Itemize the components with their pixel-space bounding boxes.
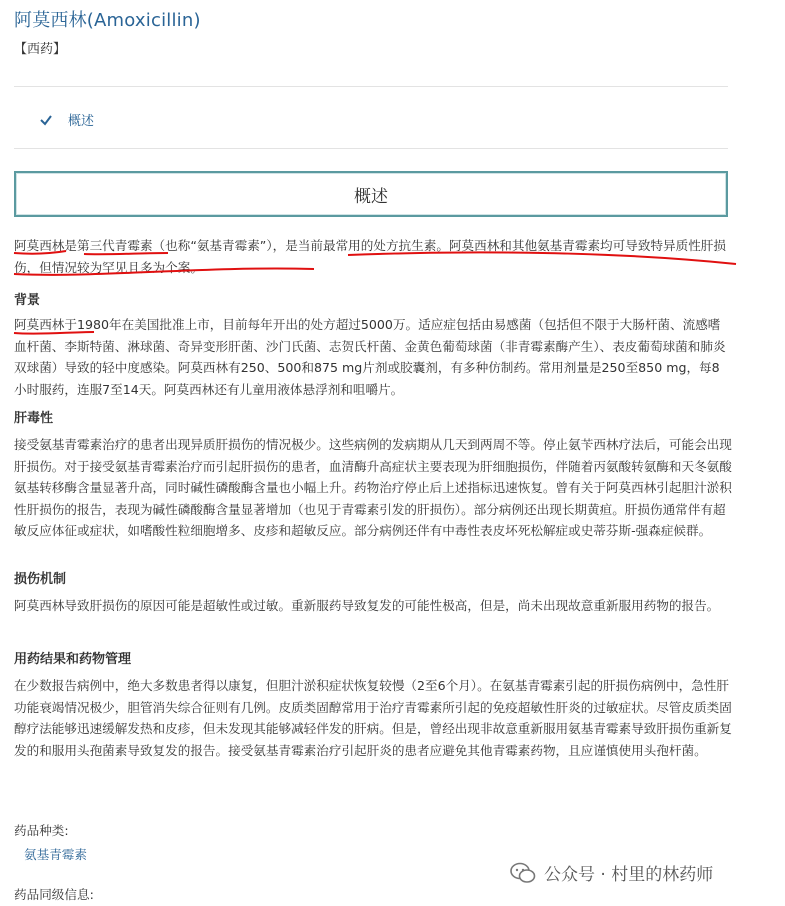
background-paragraph: 阿莫西林于1980年在美国批准上市，目前每年开出的处方超过5000万。适应症包括由易感菌（包括但不限于大肠杆菌、流感嗜血杆菌、李斯特菌、淋球菌、奇异变形肝菌、沙门氏菌、志贺氏杆菌、金黄色葡萄球菌（非青霉素酶产生）、表皮葡萄球菌和肺炎双球菌）导致的轻中度感染。阿莫西林有250、500和875 mg片剂或胶囊剂，有多种仿制药。常用剂量是250至850 mg，每8小时服药，连服7至14天。阿莫西林还有儿童用液体悬浮剂和咀嚼片。 bbox=[14, 317, 726, 397]
background-heading: 背景 bbox=[14, 293, 41, 308]
divider bbox=[14, 148, 728, 149]
toc-item-overview[interactable] bbox=[38, 110, 94, 129]
outcome-paragraph: 在少数报告病例中，绝大多数患者得以康复，但胆汁淤积症状恢复较慢（2至6个月）。在氨基青霉素引起的肝损伤病例中，急性肝功能衰竭情况极少，胆管消失综合征则有几例。皮质类固醇常用于治疗青霉素所引起的免疫超敏性肝炎的过敏症状。尽管皮质类固醇疗法能够迅速缓解发热和皮疹，但未发现其能够减轻伴发的肝病。但是，曾经出现非故意重新服用氨基青霉素导致肝损伤重新复发的和服用头孢菌素导致复发的报告。接受氨基青霉素治疗引起肝炎的患者应避免其他青霉素药物，且应谨慎使用头孢杆菌。 bbox=[14, 678, 732, 758]
drug-same-label: 药品同级信息: bbox=[14, 887, 94, 902]
drug-category: 【西药】 bbox=[14, 42, 67, 57]
mechanism-heading: 损伤机制 bbox=[14, 572, 67, 587]
checkmark-icon bbox=[38, 112, 54, 128]
watermark bbox=[510, 860, 713, 885]
divider bbox=[14, 86, 728, 87]
toc-item-label: 概述 bbox=[68, 114, 95, 129]
overview-paragraph: 阿莫西林是第三代青霉素（也称“氨基青霉素”），是当前最常用的处方抗生素。阿莫西林和其他氨基青霉素均可导致特异质性肝损伤，但情况较为罕见且多为个案。 bbox=[14, 238, 726, 275]
mechanism-paragraph: 阿莫西林导致肝损伤的原因可能是超敏性或过敏。重新服药导致复发的可能性极高，但是，尚未出现故意重新服用药物的报告。 bbox=[14, 598, 720, 613]
wechat-icon bbox=[510, 862, 536, 884]
overview-section-button[interactable]: 概述 bbox=[14, 171, 728, 217]
drug-title: 阿莫西林(Amoxicillin) bbox=[14, 10, 201, 31]
drug-class-link[interactable]: 氨基青霉素 bbox=[24, 847, 87, 862]
hepatotoxicity-paragraph: 接受氨基青霉素治疗的患者出现异质肝损伤的情况极少。这些病例的发病期从几天到两周不等。停止氨苄西林疗法后，可能会出现肝损伤。对于接受氨基青霉素治疗而引起肝损伤的患者，血清酶升高症状主要表现为肝细胞损伤，伴随着丙氨酸转氨酶和天冬氨酸氨基转移酶含量显著升高，同时碱性磷酸酶含量也小幅上升。药物治疗停止后上述指标迅速恢复。曾有关于阿莫西林引起胆汁淤积性肝损伤的报告，表现为碱性磷酸酶含量显著增加（也见于青霉素引发的肝损伤）。部分病例还出现长期黄疸。肝损伤通常伴有超敏反应体征或症状，如嗜酸性粒细胞增多、皮疹和超敏反应。部分病例还伴有中毒性表皮坏死松解症或史蒂芬斯-强森症候群。 bbox=[14, 437, 732, 538]
watermark-text: 公众号 · 村里的林药师 bbox=[544, 865, 714, 885]
hepatotoxicity-heading: 肝毒性 bbox=[14, 411, 54, 426]
drug-class-label: 药品种类: bbox=[14, 823, 69, 838]
outcome-heading: 用药结果和药物管理 bbox=[14, 652, 132, 667]
